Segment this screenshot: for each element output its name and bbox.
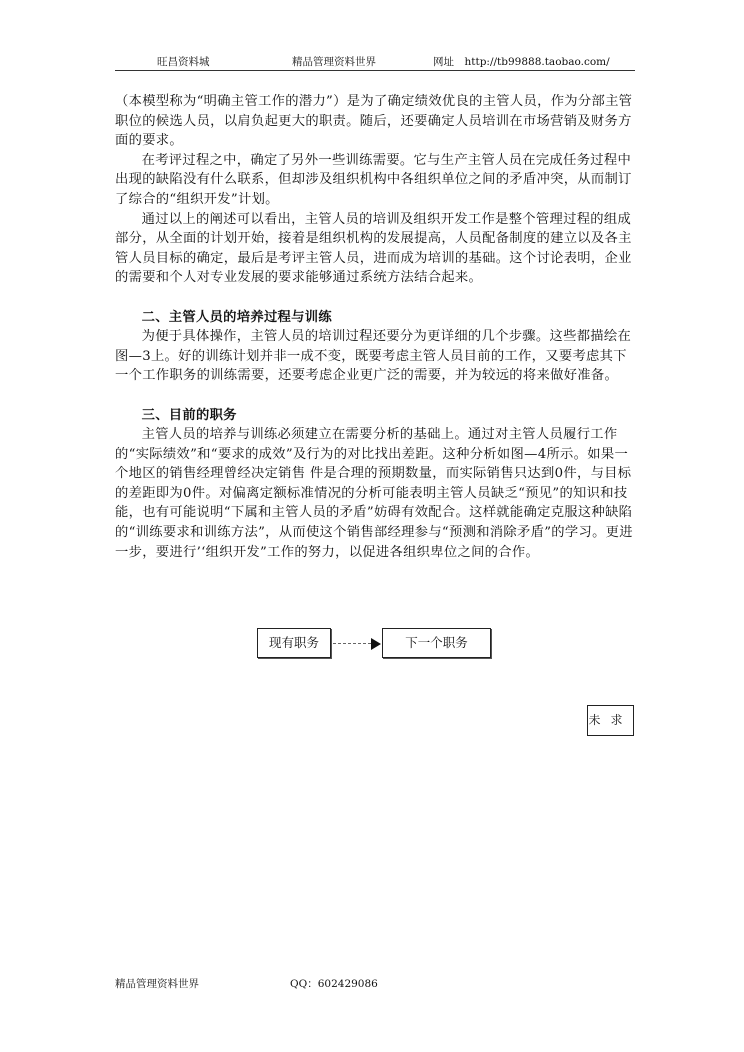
paragraph-5: 主管人员的培养与训练必须建立在需要分析的基础上。通过对主管人员履行工作的“实际绩效”和“要求的成效”及行为的对比找出差距。这种分析如图—4所示。如果一个地区的销售经理曾经决定销售 件是合理的预期数量，而实际销售只达到0件，与目标的差距即为0件。对偏离定额标准情况的分析可能表明主管人员缺乏“预见”的知识和技能，也有可能说明“下属和主管人员的矛盾”妨碍有效配合。这样就能确定克服这种缺陷的“训练要求和训练方法”，从而使这个销售部经理参与“预测和消除矛盾”的学习。更进一步，要进行’‘组织开发”工作的努力，以促进各组织卑位之间的合作。 — [115, 427, 633, 560]
page-header — [115, 50, 635, 71]
current-job-box: 现有职务 — [257, 628, 331, 658]
document-body — [115, 92, 635, 562]
paragraph-1: （本模型称为“明确主管工作的潜力”）是为了确定绩效优良的主管人员，作为分部主管职位的候选人员，以肩负起更大的职责。随后，还要确定人员培训在市场营销及财务方面的要求。 — [115, 94, 633, 149]
paragraph-4: 为便于具体操作，主管人员的培训过程还要分为更详细的几个步骤。这些都描绘在图—3上。好的训练计划并非一成不变，既要考虑主管人员目前的工作，又要考虑其下一个工作职务的训练需要，还要考虑企业更广泛的需要，并为较远的将来做好准备。 — [115, 329, 632, 384]
paragraph-3: 通过以上的阐述可以看出，主管人员的培训及组织开发工作是整个管理过程的组成部分，从全面的计划开始，接着是组织机构的发展提高，人员配备制度的建立以及各主管人员目标的确定，最后是考评主管人员，进而成为培训的基础。这个讨论表明，企业的需要和个人对专业发展的要求能够通过系统方法结合起来。 — [115, 211, 632, 286]
section-heading-2: 二、主管人员的培养过程与训练 — [141, 309, 332, 325]
section-heading-3: 三、目前的职务 — [141, 407, 237, 423]
next-job-box: 下一个职务 — [382, 628, 491, 658]
footer-left-text: 精品管理资料世界 — [115, 978, 199, 990]
header-center-text: 精品管理资料世界 — [292, 56, 376, 68]
paragraph-2: 在考评过程之中，确定了另外一些训练需要。它与生产主管人员在完成任务过程中出现的缺陷没有什么联系，但却涉及组织机构中各组织单位之间的矛盾冲突，从而制订了综合的“组织开发”计划。 — [115, 152, 632, 207]
footer-qq-text: QQ：602429086 — [290, 978, 378, 990]
header-url-text: 网址 http://tb99888.taobao.com/ — [433, 56, 610, 68]
arrow-right-icon — [371, 638, 381, 650]
job-flow-diagram — [257, 628, 492, 660]
page-footer — [115, 976, 635, 992]
end-marker-box: 未求 — [587, 705, 634, 736]
header-left-text: 旺昌资料城 — [157, 56, 210, 68]
dashed-connector — [333, 643, 371, 644]
